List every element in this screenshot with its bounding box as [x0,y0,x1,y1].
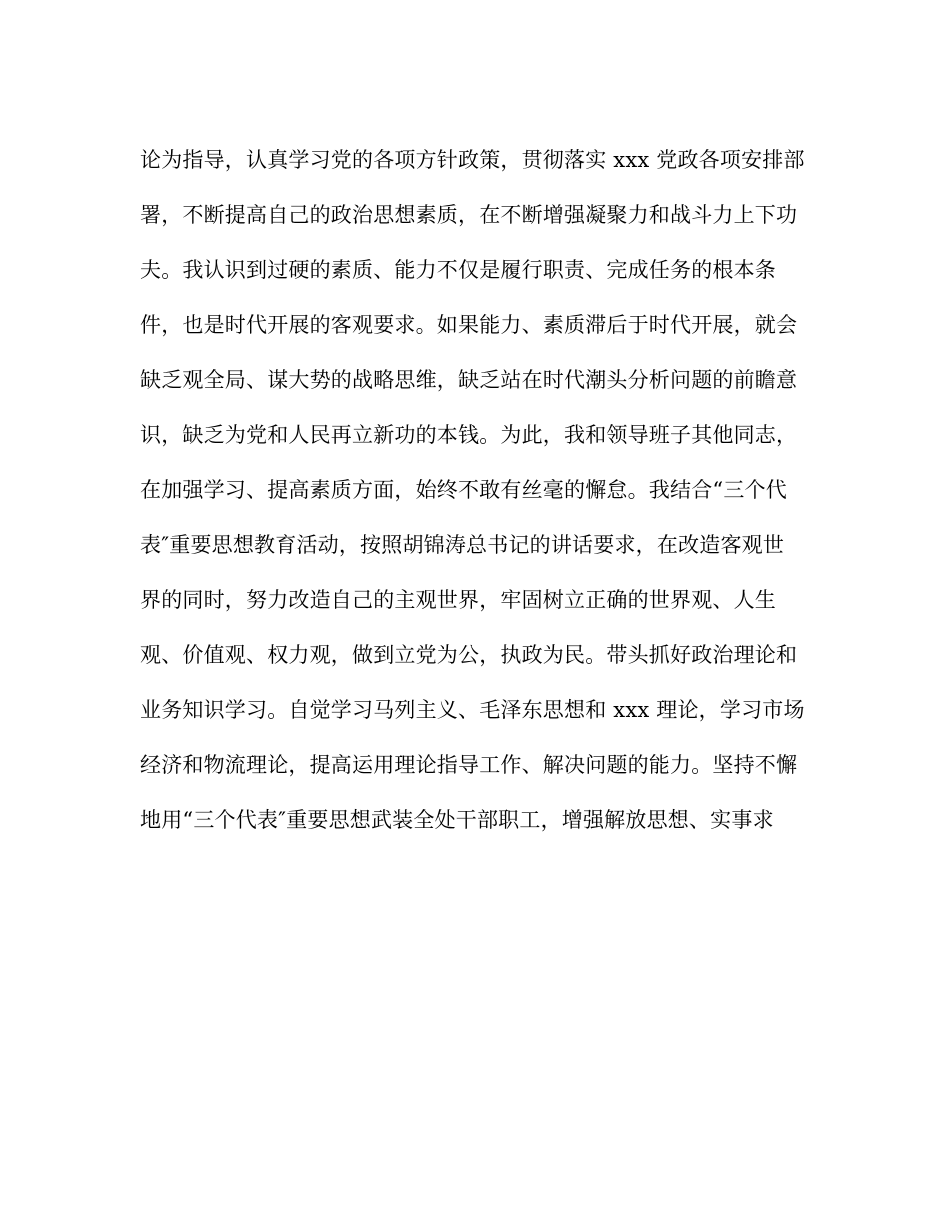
text-line: 观、价值观、权力观，做到立党为公，执政为民。带头抓好政治理论和 [140,643,798,667]
text-line: 夫。我认识到过硬的素质、能力不仅是履行职责、完成任务的根本条 [140,258,776,282]
text-line: 界的同时，努力改造自己的主观世界，牢固树立正确的世界观、人生 [140,588,776,612]
text-line: 论为指导，认真学习党的各项方针政策，贯彻落实 xxx 党政各项安排部 [140,148,805,172]
text-line: 缺乏观全局、谋大势的战略思维，缺乏站在时代潮头分析问题的前瞻意 [140,368,798,392]
text-line: 件，也是时代开展的客观要求。如果能力、素质滞后于时代开展，就会 [140,313,798,337]
text-line: 表″重要思想教育活动，按照胡锦涛总书记的讲话要求，在改造客观世 [140,533,785,557]
text-line: 经济和物流理论，提高运用理论指导工作、解决问题的能力。坚持不懈 [140,753,798,777]
text-line: 识，缺乏为党和人民再立新功的本钱。为此，我和领导班子其他同志， [140,423,798,447]
text-line: 业务知识学习。自觉学习马列主义、毛泽东思想和 xxx 理论，学习市场 [140,698,805,722]
text-line: 在加强学习、提高素质方面，始终不敢有丝毫的懈怠。我结合“三个代 [140,478,787,502]
text-line: 署，不断提高自己的政治思想素质，在不断增强凝聚力和战斗力上下功 [140,203,798,227]
text-line: 地用“三个代表″重要思想武装全处干部职工，增强解放思想、实事求 [140,808,774,832]
body-text [140,140,820,855]
